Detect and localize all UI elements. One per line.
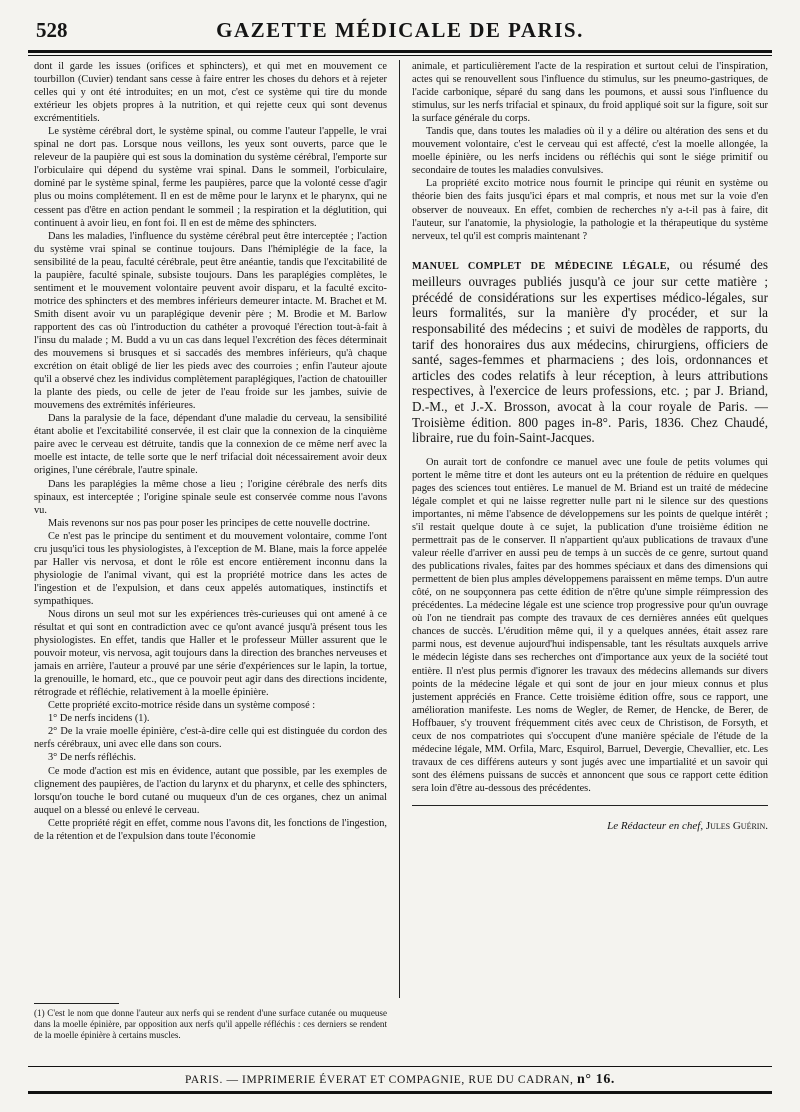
page-header [28,16,772,46]
review-lead: MANUEL COMPLET DE MÉDECINE LÉGALE, [412,260,670,272]
paragraph: Cette propriété régit en effet, comme nous l'avons dit, les fonctions de l'ingestion, de la rétention et de l'expulsion dans toute l'économie [34,817,387,842]
list-item: 2° De la vraie moelle épinière, c'est-à-dire celle qui est distinguée du cordon des nerfs cérébraux, uni avec elle dans son cours. [34,726,387,751]
signature-name: Jules Guérin. [705,820,768,832]
paragraph: Cette propriété excito-motrice réside dans un système composé : [48,700,316,712]
paragraph: Dans la paralysie de la face, dépendant d'une maladie du cerveau, la sensibilité étant abolie et l'excitabilité conservée, il est clair que la connexion de la cinquième paire avec le cerveau est détruite, tandis que la connexion de ce même nerf avec la moelle est intacte, de telle sorte que le nerf trifacial doit nécessairement avoir deux origines, l'une cérébrale, l'autre spinale. [34,413,387,477]
paragraph: Ce n'est pas le principe du sentiment et du mouvement volontaire, comme l'ont cru jusqu'ici tous les physiologistes, à l'exception de M. Blane, mais la force appelée par Haller vis nervosa, et dont le rôle est encore entièrement inconnu dans la physiologie de l'animal vivant, qui est la propriété motrice dans les actes de l'ingestion et de l'expulsion, et dans ceux appelés automatiques, instinctifs et sympathiques. [34,530,387,607]
issue-number: n° 16. [577,1072,616,1087]
paragraph: Tandis que, dans toutes les maladies où il y a délire ou altération des sens et du mouvement volontaire, c'est le cerveau qui est affecté, c'est la moelle allongée, la moelle épinière, ou les nerfs incidens ou réfléchis qui sont le siége primitif ou secondaire de toutes les maladies convulsives. [412,126,768,177]
footer-rule-thick [28,1091,772,1094]
paragraph: dont il garde les issues (orifices et sphincters), et qui met en mouvement ce tourbillon (Cuvier) tendant sans cesse à faire entrer les choses du dehors et à rejeter celles qui y ont été introduites; en un mot, c'est ce système qui tire du monde extérieur les objets propres à la nutrition, et qui rejette ceux qui sont devenus excrémentitiels. [34,61,387,125]
imprint-text: PARIS. — IMPRIMERIE ÉVERAT ET COMPAGNIE, RUE DU CADRAN, [184,1074,574,1086]
paragraph: Nous dirons un seul mot sur les expériences très-curieuses qui ont amené à ce résultat et qui sont en contradiction avec ce qu'ont avancé jusqu'à présent tous les physiologistes. En effet, tandis que Haller et le professeur Müller assurent que le pouvoir moteur, vis nervosa, agit toujours dans la direction des branches nerveuses et jamais en arrière, l'auteur a prouvé par une série d'expériences sur le lapin, la tortue, la grenouille, le homard, etc., que ce pouvoir peut agir dans des directions incidente, rétrograde et réfléchie, relativement à la moelle épinière. [34,608,387,699]
header-rule-thin [28,55,772,56]
review-description: ou résumé des meilleurs ouvrages publiés jusqu'à ce jour sur cette matière ; précédé de considérations sur les expertises médico-légales, sur leurs formalités, sur la manière d'y procéder, et sur la responsabilité des médecins ; et suivi de modèles de rapports, du tarif des honoraires dus aux médecins, chirurgiens, officiers de santé, sages-femmes et pharmaciens ; des lois, ordonnances et articles des codes relatifs à leur réception, à leurs attributions respectives, à l'exercice de leurs professions, etc. ; par J. Briand, D.-M., et J.-X. Brosson, avocat à la cour royale de Paris. — Troisième édition. 800 pages in-8°. Paris, 1836. Chez Chaudé, libraire, rue du foin-Saint-Jacques. [412,256,768,446]
component-list [34,712,387,764]
right-column [412,60,768,1010]
paragraph: La propriété excito motrice nous fournit le principe qui réunit en système ou théorie bien des faits jusqu'ici épars et mal compris, et nous met sur la voie d'en observer de nouveaux. En effet, combien de recherches n'y a-t-il pas à faire, dit l'auteur, sur l'anatomie, la physiologie, la pathologie et la thérapeutique du système nerveux, tel qu'il est compris maintenant ? [412,178,768,242]
footnote-rule [34,1003,119,1004]
footer-rule-thin [28,1066,772,1067]
column-divider [399,60,400,998]
footnote: (1) C'est le nom que donne l'auteur aux nerfs qui se rendent d'une surface cutanée ou muqueuse dans la moelle épinière, par opposition aux nerfs qu'il appelle réfléchis : ces derniers se rendent de la moelle épinière à certains muscles. [34,1008,387,1041]
running-title: GAZETTE MÉDICALE DE PARIS. [216,18,584,42]
list-item: 3° De nerfs réfléchis. [48,752,136,764]
paragraph: On aurait tort de confondre ce manuel avec une foule de petits volumes qui portent le même titre et dont les auteurs ont eu la prétention de réduire en quelques pages des sciences tout entières. Le manuel de M. Briand est un traité de médecine légale complet et qui ne laisse regretter nulle part ni le silence sur des questions importantes, ni même l'absence de développemens sur les points de quelque intérêt ; s'il restait quelque doute à ce sujet, la publication d'une troisième édition ne permettrait pas de le conserver. Il n'appartient qu'aux publications de travaux d'une valeur réelle d'arriver en aussi peu de temps à un succès de ce genre, surtout quand des publications rivales, faites par des hommes spéciaux et dans des dimensions qui permettent de bien plus amples développemens paraissent en même temps. D'un autre côté, on ne soupçonnera pas cette édition de n'être qu'une simple réimpression des précédentes. La médecine légale est une science trop progressive pour qu'un ouvrage où l'on ne tiendrait pas compte des travaux de ces dernières années eût quelques chances de succès. L'érudition même qui, il y a quelques années, était assez rare parmi nous, est devenue aujourd'hui indispensable, tant les résultats auxquels arrive le médecin légiste dans ses recherches ont d'importance aux yeux de la société tout entière. Il n'est plus permis d'ignorer les travaux des médecins allemands sur divers points de la médecine légale et qui sont de jour en jour mieux connus et plus justement appréciés en France. Cette troisième édition offre, sous ce rapport, une amélioration manifeste. Les noms de Wegler, de Remer, de Hencke, de Berer, de Hoffbauer, s'y trouvent fréquemment cités avec ceux de Christison, de Forsyth, et ceux de nos compatriotes qui s'occupent d'une manière spéciale de l'étude de la médecine légale, MM. Orfila, Marc, Esquirol, Barruel, Devergie, Chevallier, etc. Les travaux de ces différens auteurs y sont jugés avec une impartialité et un savoir qui sont des élémens puissans de succès et annoncent que sous ce rapport cette édition sera loin d'être au-dessous des précédentes. [412,456,768,794]
imprint [28,1072,772,1088]
paragraph: Dans les paraplégies la même chose a lieu ; l'origine cérébrale des nerfs dits spinaux, est interceptée ; l'origine spinale seule est conservée comme nous l'avons vu. [34,478,387,516]
paragraph: Mais revenons sur nos pas pour poser les principes de cette nouvelle doctrine. [48,517,371,529]
signature-role: Le Rédacteur en chef, [607,820,704,832]
paragraph: animale, et particulièrement l'acte de la respiration et surtout celui de l'inspiration, actes qui se renouvellent sous l'influence du stimulus, sur les pneumo-gastriques, de l'acide carbonique, séparé du sang dans les poumons, et aussi sous l'influence du stimulus, sur les nerfs trifacial et spinaux, du froid appliqué soit sur la figure, soit sur la surface générale du corps. [412,61,768,125]
signature [412,820,768,833]
signature-rule [412,805,768,806]
header-rule-thick [28,50,772,53]
left-column [34,60,387,1010]
page-number: 528 [36,18,68,42]
paragraph: Ce mode d'action est mis en évidence, autant que possible, par les exemples de clignement des paupières, de l'action du larynx et du pharynx, et celle des sphincters, lorsqu'on touche le bord cutané ou muqueux d'un de ces organes, chez un animal auquel on a blessé ou enlevé le cerveau. [34,765,387,816]
paragraph: Dans les maladies, l'influence du système cérébral peut être interceptée ; l'action du système vrai spinal se continue toujours. Dans l'hémiplégie de la face, la sensibilité de la peau, faculté cérébrale, peut être anéantie, tandis que l'excitabilité de la paupière, faculté spinale, subsiste toujours. Dans les paraplégies complètes, le sentiment et le mouvement volontaire peuvent avoir disparu, et la faculté excito-motrice des sphincters et des membres inférieurs demeurer intacte. M. Brachet et M. Smith disent avoir vu un paraplégique devenir père ; M. Brodie et M. Barlow rapportent des cas où l'introduction du cathéter a provoqué l'érection tout-à-fait à l'insu du malade ; M. Budd a vu un cas dans lequel l'excrétion des fèces déterminait des mouvemens si brusques et si saccadés des membres inférieurs, qu'à chaque excrétion on était obligé de lier les pieds avec des courroies ; enfin l'auteur ajoute qu'il a observé chez les individus complètement paraplégiques, l'action de chatouiller la plante des pieds, ou celle de jeter de l'eau froide sur les jambes, suivie de mouvemens des extrémités inférieures. [34,230,387,412]
book-review-title [412,257,768,446]
list-item: 1° De nerfs incidens (1). [48,713,150,725]
paragraph: Le système cérébral dort, le système spinal, ou comme l'auteur l'appelle, le vrai spinal ne dort pas. Lorsque nous veillons, les yeux sont ouverts, parce que le releveur de la paupière qui est sous la domination du système cérébral, l'emporte sur l'orbiculaire qui dépend du système vrai spinal. Dans le sommeil, l'orbiculaire, dominé par le système spinal, ferme les paupières, parce que la volonté cesse d'agir plus ou moins complétement. Il en est de même pour le larynx et le pharynx, qui ne cessent pas d'être en action pendant le sommeil ; la respiration et la déglutition, qui continuent à avoir lieu, en font foi. Il en est de même des sphincters. [34,126,387,229]
